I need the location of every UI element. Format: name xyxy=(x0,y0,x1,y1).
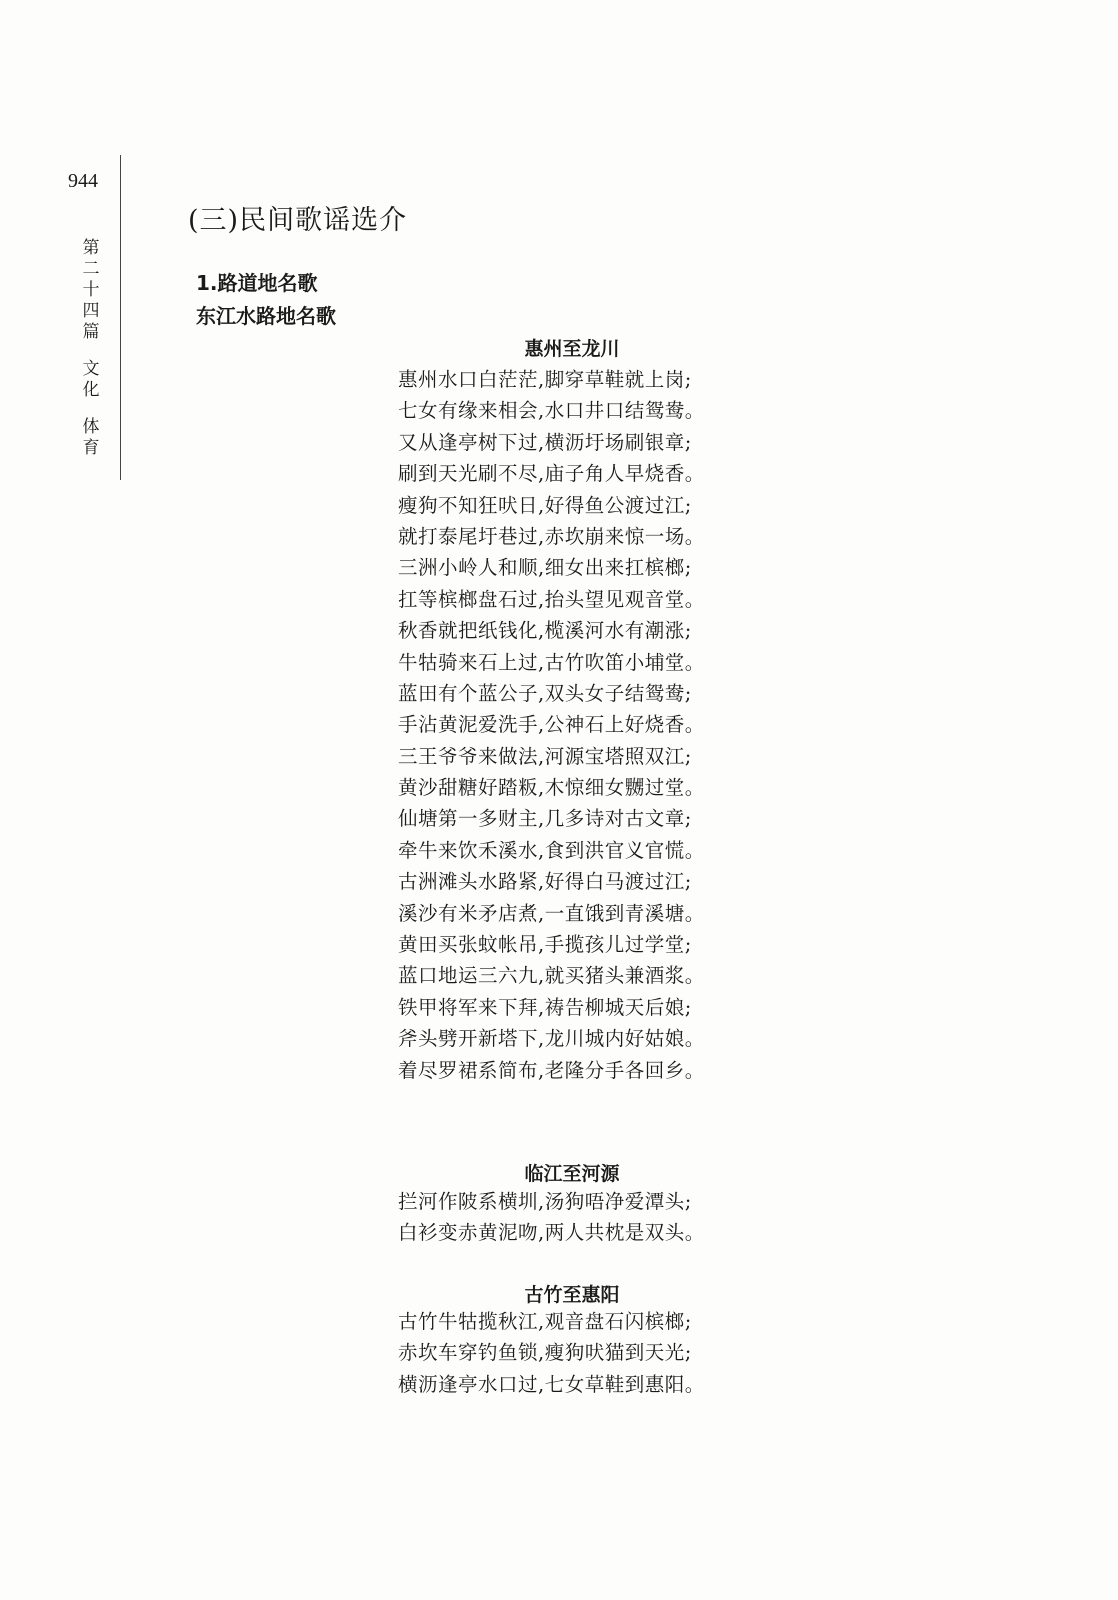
verse-line: 秋香就把纸钱化,榄溪河水有潮涨; xyxy=(398,619,692,643)
song-title: 古竹至惠阳 xyxy=(524,1284,620,1306)
verse-line: 牛牯骑来石上过,古竹吹笛小埔堂。 xyxy=(398,650,705,674)
running-head-char: 化 xyxy=(82,380,100,400)
song-title: 临江至河源 xyxy=(524,1163,620,1185)
subsection-heading: 1.路道地名歌 xyxy=(196,271,318,295)
verse-line: 手沾黄泥爱洗手,公神石上好烧香。 xyxy=(398,713,705,737)
verse-line: 古洲滩头水路紧,好得白马渡过江; xyxy=(398,870,692,894)
verse-line: 斧头劈开新塔下,龙川城内好姑娘。 xyxy=(398,1027,705,1051)
verse-line: 七女有缘来相会,水口井口结鸳鸯。 xyxy=(398,399,705,423)
verse-line: 又从逢亭树下过,横沥圩场刷银章; xyxy=(398,430,692,454)
side-rule xyxy=(120,155,121,480)
verse-line: 瘦狗不知狂吠日,好得鱼公渡过江; xyxy=(398,493,692,517)
verse-line: 扛等槟榔盘石过,抬头望见观音堂。 xyxy=(398,587,705,611)
verse-line: 牵牛来饮禾溪水,食到洪官义官慌。 xyxy=(398,838,705,862)
song-title: 惠州至龙川 xyxy=(524,338,620,360)
subtitle-heading: 东江水路地名歌 xyxy=(196,304,336,328)
verse-line: 着尽罗裙系简布,老隆分手各回乡。 xyxy=(398,1058,705,1082)
verse-line: 白衫变赤黄泥吻,两人共枕是双头。 xyxy=(398,1221,705,1245)
verse-line: 刷到天光刷不尽,庙子角人早烧香。 xyxy=(398,462,705,486)
running-head-char: 篇 xyxy=(82,322,100,342)
verse-line: 铁甲将军来下拜,祷告柳城天后娘; xyxy=(398,995,692,1019)
verse-line: 三洲小岭人和顺,细女出来扛槟榔; xyxy=(398,556,692,580)
verse-line: 仙塘第一多财主,几多诗对古文章; xyxy=(398,807,692,831)
running-head-char: 文 xyxy=(82,359,100,379)
verse-line: 三王爷爷来做法,河源宝塔照双江; xyxy=(398,744,692,768)
verse-line: 黄田买张蚊帐吊,手揽孩儿过学堂; xyxy=(398,933,692,957)
verse-line: 黄沙甜糖好踏粄,木惊细女嬲过堂。 xyxy=(398,776,705,800)
running-head-char: 育 xyxy=(82,438,100,458)
song-verse xyxy=(398,364,705,1086)
running-head-char: 体 xyxy=(82,417,100,437)
verse-line: 蓝田有个蓝公子,双头女子结鸳鸯; xyxy=(398,681,692,705)
verse-line: 古竹牛牯揽秋江,观音盘石闪槟榔; xyxy=(398,1310,692,1333)
song-verse xyxy=(398,1306,705,1400)
verse-line: 拦河作陂系横圳,汤狗唔净爱潭头; xyxy=(398,1190,692,1213)
page-number: 944 xyxy=(68,170,98,192)
running-head-char: 第 xyxy=(82,238,100,258)
section-title: (三)民间歌谣选介 xyxy=(188,205,408,236)
verse-line: 横沥逢亭水口过,七女草鞋到惠阳。 xyxy=(398,1372,705,1396)
verse-line: 惠州水口白茫茫,脚穿草鞋就上岗; xyxy=(398,368,692,391)
running-head-char: 二 xyxy=(82,259,100,279)
verse-line: 溪沙有米矛店煮,一直饿到青溪塘。 xyxy=(398,901,705,925)
verse-line: 就打泰尾圩巷过,赤坎崩来惊一场。 xyxy=(398,524,705,548)
verse-line: 蓝口地运三六九,就买猪头兼酒浆。 xyxy=(398,964,705,988)
running-head-char: 十 xyxy=(82,280,100,300)
running-head xyxy=(80,238,102,459)
song-verse xyxy=(398,1186,705,1249)
running-head-char: 四 xyxy=(82,301,100,321)
verse-line: 赤坎车穿钓鱼锁,瘦狗吠猫到天光; xyxy=(398,1341,692,1365)
